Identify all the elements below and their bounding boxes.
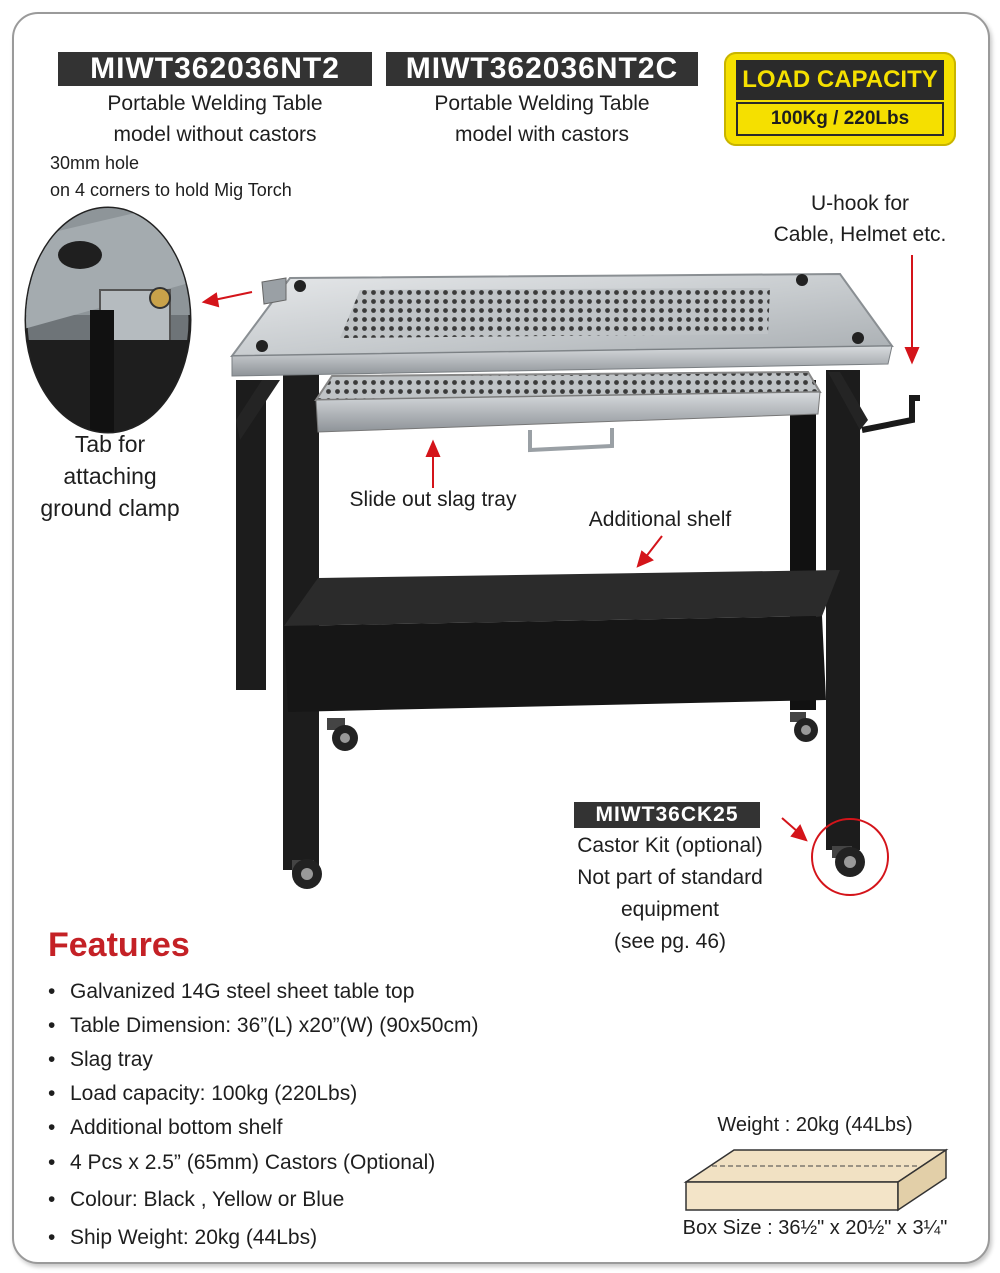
model-code-with-castors: MIWT362036NT2C [386,52,698,86]
hole-note-line1: 30mm hole [50,153,140,173]
bullet-icon: • [48,1116,56,1139]
feature-item [48,1082,357,1106]
model-code-without-castors: MIWT362036NT2 [58,52,372,86]
load-capacity-value: 100Kg / 220Lbs [736,102,944,136]
bullet-icon: • [48,1226,56,1249]
caption-line: model without castors [113,123,317,146]
feature-text: Galvanized 14G steel sheet table top [70,980,415,1003]
feature-item [48,1151,435,1175]
feature-text: Colour: Black , Yellow or Blue [70,1188,345,1211]
feature-text: Additional bottom shelf [70,1116,283,1139]
bullet-icon: • [48,1188,56,1211]
feature-item [48,1048,153,1072]
castor-kit-line2: Not part of standard [577,866,763,889]
feature-text: Slag tray [70,1048,153,1071]
tab-callout-line3: ground clamp [40,495,180,521]
tab-callout-line2: attaching [63,463,157,489]
bullet-icon: • [48,1048,56,1071]
feature-item [48,1226,317,1250]
caption-line: Portable Welding Table [107,92,323,115]
castor-kit-line1: Castor Kit (optional) [577,834,763,857]
hole-note-line2: on 4 corners to hold Mig Torch [50,180,292,200]
feature-text: 4 Pcs x 2.5” (65mm) Castors (Optional) [70,1151,436,1174]
uhook-callout-line2: Cable, Helmet etc. [773,223,947,246]
uhook-callout-line1: U-hook for [810,192,910,215]
tab-callout [20,428,200,524]
shelf-callout: Additional shelf [588,508,732,531]
slag-tray [316,372,820,450]
castor-kit-line4: (see pg. 46) [613,930,727,953]
feature-item [48,1116,282,1140]
tab-callout-line1: Tab for [74,431,146,457]
box-weight: Weight : 20kg (44Lbs) [717,1114,913,1136]
uhook-callout [740,188,980,250]
tab-detail-zoom [20,200,200,440]
bullet-icon: • [48,980,56,1003]
box-size: Box Size : 36½" x 20½" x 3¼" [682,1217,948,1239]
bottom-shelf [284,570,840,712]
u-hook [862,398,920,430]
castor-kit-description [536,830,804,958]
feature-item [48,980,414,1004]
caption-line: Portable Welding Table [434,92,650,115]
table-top [232,274,892,376]
caption-line: model with castors [455,123,629,146]
castor-kit-line3: equipment [620,898,720,921]
load-capacity-title: LOAD CAPACITY [736,60,944,100]
bullet-icon: • [48,1082,56,1105]
bullet-icon: • [48,1014,56,1037]
feature-text: Ship Weight: 20kg (44Lbs) [70,1226,318,1249]
feature-text: Load capacity: 100kg (220Lbs) [70,1082,358,1105]
feature-text: Table Dimension: 36”(L) x20”(W) (90x50cm) [70,1014,479,1037]
features-title: Features [48,926,190,964]
feature-item [48,1188,344,1212]
feature-item [48,1014,478,1038]
slag-tray-callout: Slide out slag tray [349,488,517,511]
castor-kit-code: MIWT36CK25 [574,802,760,828]
box-illustration [686,1150,946,1210]
bullet-icon: • [48,1151,56,1174]
